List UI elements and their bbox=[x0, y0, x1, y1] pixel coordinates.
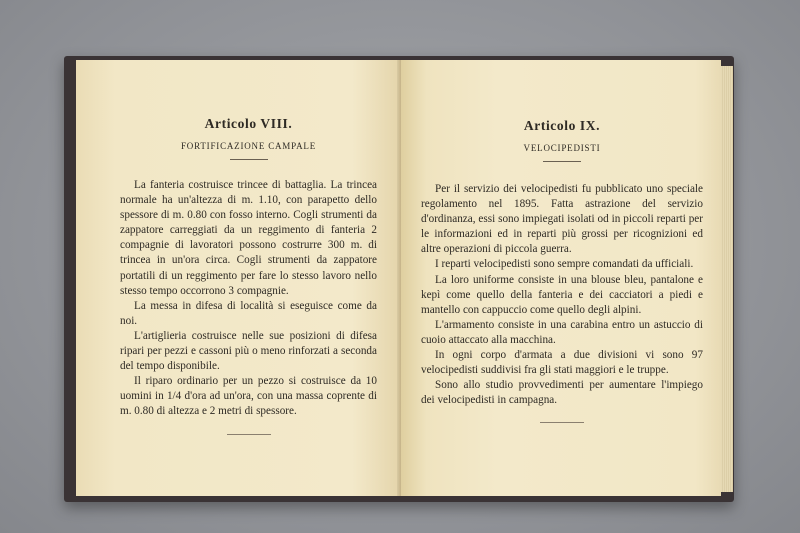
right-page-body bbox=[421, 182, 703, 408]
right-page-subtitle: VELOCIPEDISTI bbox=[523, 143, 601, 153]
paragraph: I reparti velocipedisti sono sempre comandati da ufficiali. bbox=[435, 258, 694, 271]
right-page-title: Articolo IX. bbox=[523, 118, 601, 133]
open-book bbox=[64, 52, 736, 502]
end-rule bbox=[227, 434, 271, 435]
left-page-body bbox=[120, 178, 377, 420]
title-rule bbox=[230, 159, 268, 160]
paragraph: Per il servizio dei velocipedisti fu pubblicato uno speciale regolamento nel 1895. Fatta astrazione del servizio d'ordinanza, essi sono impiegati isolati od in piccoli reparti per le informazioni ed in reparti più grossi per ricognizioni ed altre operazioni di piccola guerra. bbox=[421, 183, 703, 256]
paragraph: Sono allo studio provvedimenti per aumentare l'impiego dei velocipedisti in campagna. bbox=[421, 379, 703, 407]
paragraph: La loro uniforme consiste in una blouse bleu, pantalone e kepì come quello della fanteria e dei cacciatori a piedi e mantello con cappuccio come quello degli alpini. bbox=[421, 273, 703, 316]
left-page-subtitle: FORTIFICAZIONE CAMPALE bbox=[181, 141, 316, 151]
paragraph: L'artiglieria costruisce nelle sue posizioni di difesa ripari per pezzi e cassoni più o meno rinforzati a seconda del tempo disponibile. bbox=[120, 329, 377, 373]
right-page bbox=[401, 60, 721, 496]
paragraph: La messa in difesa di località si eseguisce come da noi. bbox=[120, 299, 377, 327]
title-rule bbox=[543, 161, 581, 162]
paragraph: La fanteria costruisce trincee di battaglia. La trincea normale ha un'altezza di m. 1.10, con parapetto dello spessore di m. 0.80 con fosso interno. Cogli strumenti da zappatore carreggiati da un reggimento di fanteria 2 compagnie di lavoratori possono costrurre 300 m. di trincea in un'ora circa. Cogli strumenti da zappatore portatili di un reggimento per fare lo stesso lavoro nello stesso tempo occorrono 3 compagnie. bbox=[120, 179, 377, 297]
paragraph: L'armamento consiste in una carabina entro un astuccio di cuoio attaccato alla macchina. bbox=[421, 318, 703, 346]
end-rule bbox=[540, 422, 584, 423]
left-page bbox=[76, 60, 401, 496]
left-page-title: Articolo VIII. bbox=[204, 116, 293, 131]
paragraph: In ogni corpo d'armata a due divisioni vi sono 97 velocipedisti suddivisi fra gli stati maggiori e le truppe. bbox=[421, 349, 703, 377]
page-edges bbox=[719, 66, 733, 492]
paragraph: Il riparo ordinario per un pezzo si costruisce da 10 uomini in 1/4 d'ora ad un'ora, con una massa coprente di m. 0.80 di altezza e 2 metri di spessore. bbox=[120, 375, 377, 418]
